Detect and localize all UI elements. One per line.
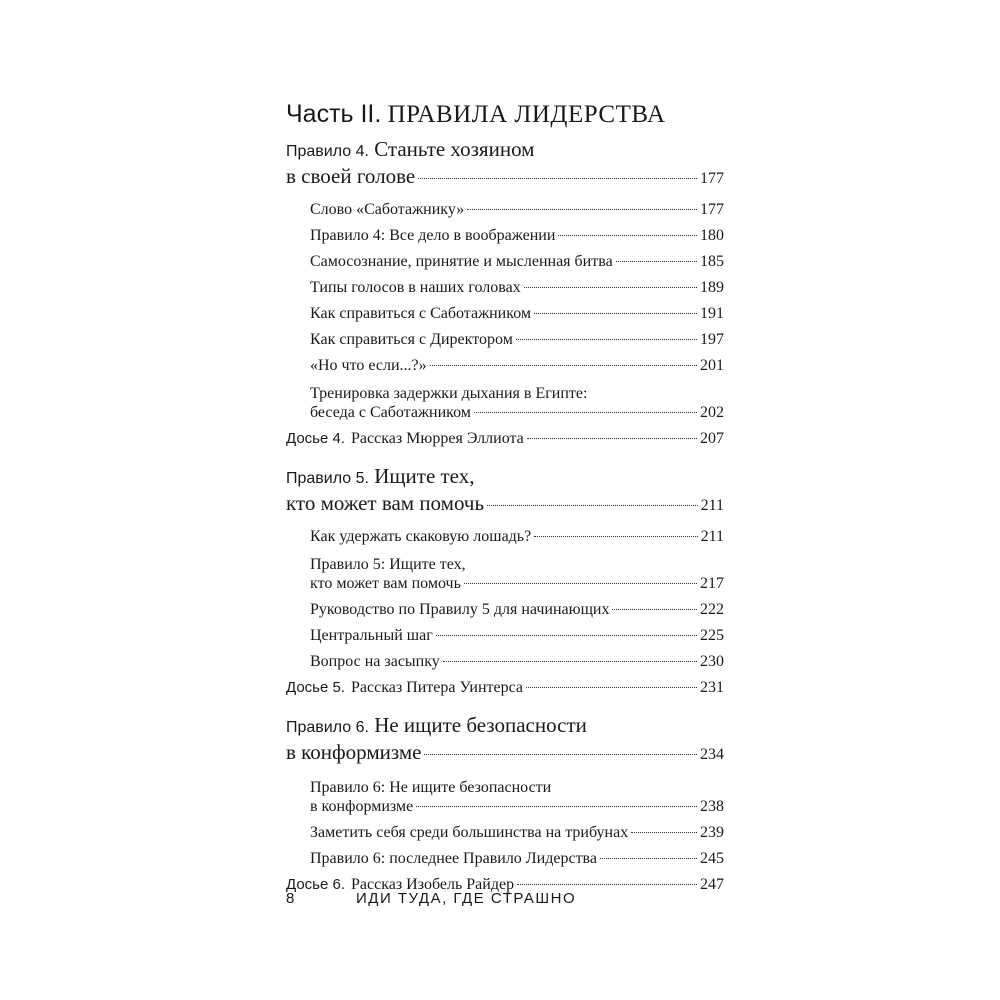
dossier-4: [286, 430, 724, 448]
dot-leader: [524, 287, 697, 288]
page-number: 225: [700, 627, 724, 644]
toc-entry: [286, 383, 724, 422]
dot-leader: [424, 754, 697, 755]
toc-entry: [286, 824, 724, 842]
dot-leader: [474, 412, 697, 413]
entry-title-line1: Правило 5: Ищите тех,: [310, 556, 466, 573]
dot-leader: [517, 884, 697, 885]
footer-page-number: 8: [286, 890, 296, 907]
dot-leader: [534, 313, 697, 314]
dossier-title: Рассказ Питера Уинтерса: [351, 679, 524, 696]
part-title: ПРАВИЛА ЛИДЕРСТВА: [387, 101, 666, 128]
entry-title: беседа с Саботажником: [310, 404, 471, 421]
page-number: 231: [700, 679, 724, 696]
toc-row: [286, 740, 724, 767]
dossier-title: Рассказ Изобель Райдер: [351, 876, 515, 893]
toc-entry: [286, 305, 724, 323]
entry-title: Правило 6: последнее Правило Лидерства: [310, 850, 597, 867]
page-number: 222: [700, 601, 724, 618]
rule-6-label: Правило 6.: [286, 719, 369, 736]
page-number: 191: [700, 305, 724, 322]
entry-title: Слово «Саботажнику»: [310, 201, 465, 218]
toc-entry: [286, 601, 724, 619]
toc-entry: [286, 528, 724, 546]
dot-leader: [436, 635, 697, 636]
page-number: 202: [700, 404, 724, 421]
page-number: 177: [700, 201, 724, 218]
page-number: 207: [700, 430, 724, 447]
entry-title: Заметить себя среди большинства на трибунах: [310, 824, 629, 841]
page-number: 189: [700, 279, 724, 296]
dot-leader: [612, 609, 697, 610]
dot-leader: [600, 858, 697, 859]
rule-5-label: Правило 5.: [286, 470, 369, 487]
entry-title-line1: Тренировка задержки дыхания в Египте:: [310, 385, 588, 402]
entry-title: Как удержать скаковую лошадь?: [310, 528, 532, 545]
dot-leader: [443, 661, 697, 662]
page-number: 247: [700, 876, 724, 893]
page-number: 185: [700, 253, 724, 270]
page-number: 177: [700, 170, 724, 187]
dot-leader: [487, 505, 698, 506]
toc-entry: [286, 653, 724, 671]
entry-title: Как справиться с Саботажником: [310, 305, 532, 322]
rule-4-title-line1: Станьте хозяином: [374, 137, 535, 161]
page-number: 217: [700, 575, 724, 592]
toc-entry: [286, 279, 724, 297]
rule-5-heading: [286, 464, 724, 518]
dot-leader: [527, 438, 697, 439]
toc-entry: [286, 777, 724, 816]
rule-5-title-line1: Ищите тех,: [374, 464, 475, 488]
toc-entry: [286, 331, 724, 349]
dossier-5: [286, 679, 724, 697]
page-number: 197: [700, 331, 724, 348]
toc-entry: [286, 201, 724, 219]
toc-row: [286, 491, 724, 518]
dot-leader: [467, 209, 697, 210]
dot-leader: [616, 261, 697, 262]
toc-entry: [286, 554, 724, 593]
entry-title: Вопрос на засыпку: [310, 653, 440, 670]
entry-title: Руководство по Правилу 5 для начинающих: [310, 601, 610, 618]
rule-4-label: Правило 4.: [286, 143, 369, 160]
toc-entry: [286, 850, 724, 868]
toc-entry: [286, 227, 724, 245]
entry-title: Самосознание, принятие и мысленная битва: [310, 253, 613, 270]
entry-title: Центральный шаг: [310, 627, 433, 644]
footer-book-title: ИДИ ТУДА, ГДЕ СТРАШНО: [356, 890, 577, 907]
toc-entry: [286, 357, 724, 375]
entry-title: Как справиться с Директором: [310, 331, 513, 348]
toc-entry: [286, 627, 724, 645]
page-number: 201: [700, 357, 724, 374]
part-label: Часть II.: [286, 100, 382, 128]
dossier-label: Досье 6.: [286, 876, 346, 893]
dot-leader: [526, 687, 697, 688]
page-number: 180: [700, 227, 724, 244]
dot-leader: [631, 832, 697, 833]
page-number: 211: [700, 497, 724, 514]
entry-title: кто может вам помочь: [310, 575, 461, 592]
page-number: 211: [700, 528, 724, 545]
rule-6-title-line2: в конформизме: [286, 740, 422, 764]
table-of-contents: [286, 137, 724, 894]
entry-title: Типы голосов в наших головах: [310, 279, 521, 296]
page-number: 245: [700, 850, 724, 867]
rule-5-title-line2: кто может вам помочь: [286, 491, 485, 515]
page-number: 230: [700, 653, 724, 670]
toc-row: [286, 164, 724, 191]
part-heading: [286, 98, 746, 131]
rule-4-title-line2: в своей голове: [286, 164, 416, 188]
rule-6-heading: [286, 713, 724, 767]
dot-leader: [558, 235, 697, 236]
entry-title: Правило 4: Все дело в воображении: [310, 227, 556, 244]
dot-leader: [430, 365, 697, 366]
entry-title: в конформизме: [310, 798, 414, 815]
page-number: 238: [700, 798, 724, 815]
dossier-label: Досье 5.: [286, 679, 346, 696]
rule-4-heading: [286, 137, 724, 191]
entry-title-line1: Правило 6: Не ищите безопасности: [310, 779, 552, 796]
toc-entry: [286, 253, 724, 271]
dot-leader: [516, 339, 697, 340]
dot-leader: [464, 583, 697, 584]
dot-leader: [416, 806, 697, 807]
page-footer: [286, 890, 746, 907]
dot-leader: [534, 536, 697, 537]
entry-title: «Но что если...?»: [310, 357, 427, 374]
dossier-title: Рассказ Мюррея Эллиота: [351, 430, 524, 447]
dossier-label: Досье 4.: [286, 430, 346, 447]
page-number: 239: [700, 824, 724, 841]
page-number: 234: [700, 746, 724, 763]
dot-leader: [418, 178, 697, 179]
rule-6-title-line1: Не ищите безопасности: [374, 713, 587, 737]
